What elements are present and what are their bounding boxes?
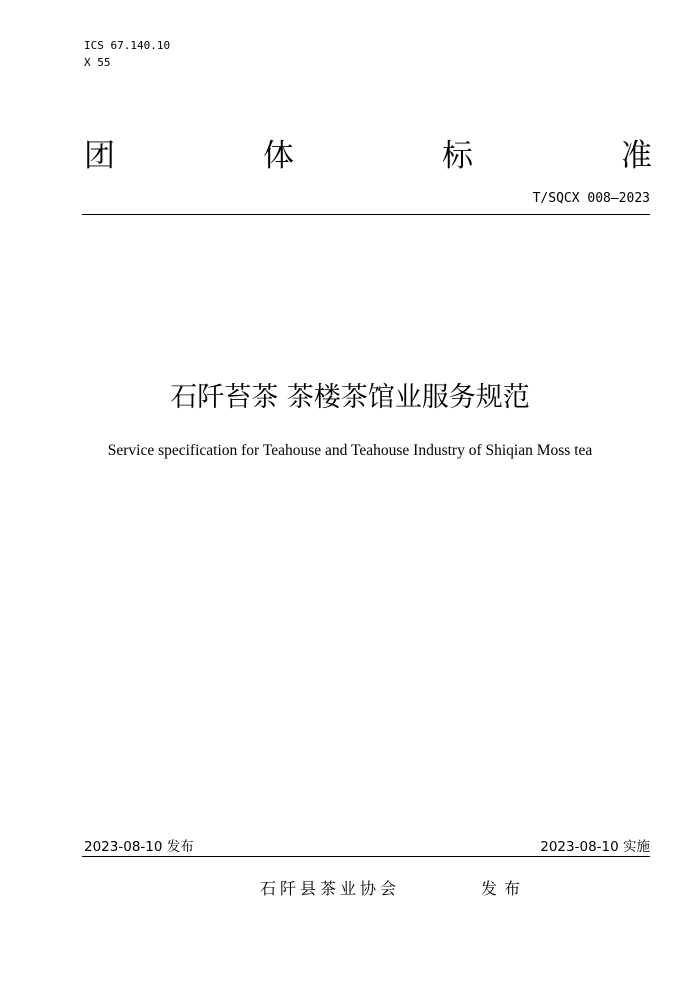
- top-divider: [82, 214, 650, 215]
- issue-label: 发布: [481, 879, 528, 898]
- document-codes: [84, 37, 170, 71]
- standard-type-char: 标: [442, 138, 473, 174]
- standard-type-char: 体: [263, 138, 294, 174]
- publish-date: 2023-08-10 发布: [84, 839, 194, 855]
- standard-type-char: 团: [84, 138, 115, 174]
- standard-type-char: 准: [621, 138, 652, 174]
- document-title-chinese: 石阡苔茶 茶楼茶馆业服务规范: [170, 382, 530, 413]
- standard-number: T/SQCX 008—2023: [532, 191, 650, 206]
- standard-type-heading: [84, 134, 652, 178]
- implement-date: 2023-08-10 实施: [540, 839, 650, 855]
- issuing-organization: 石阡县茶业协会: [260, 879, 401, 898]
- bottom-divider: [82, 856, 650, 857]
- document-title-english: Service specification for Teahouse and Teahouse Industry of Shiqian Moss tea: [107, 442, 593, 459]
- ics-code: ICS 67.140.10: [84, 39, 171, 52]
- classification-code: X 55: [84, 56, 111, 69]
